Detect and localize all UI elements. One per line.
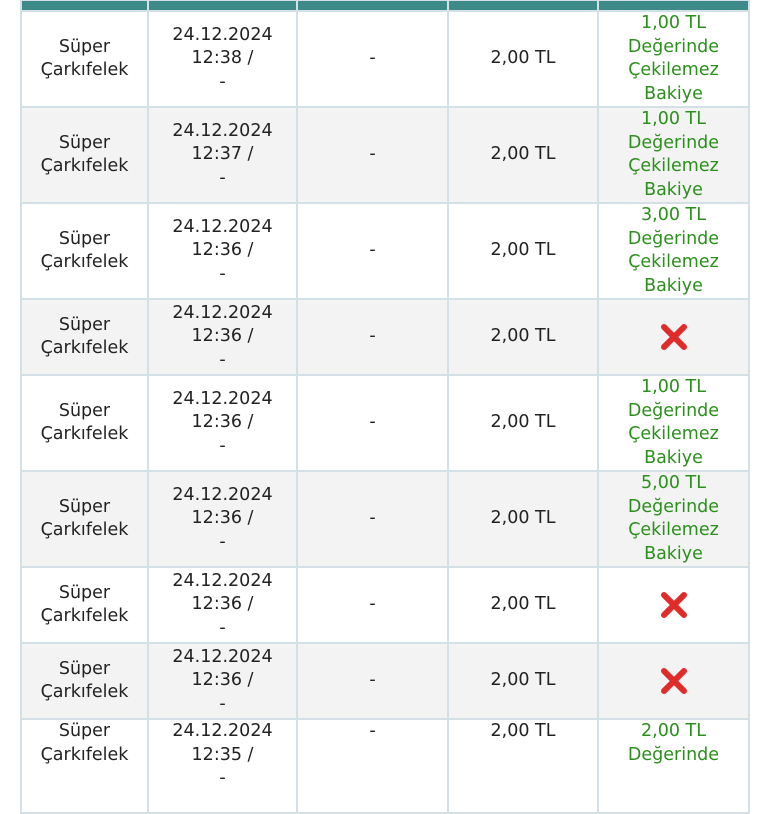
result-cell — [598, 471, 749, 567]
date-cell — [148, 375, 297, 471]
date-cell-end: - — [219, 768, 226, 788]
table-row — [21, 643, 749, 719]
date-cell-time: 12:36 / — [191, 670, 254, 691]
col3-cell: - — [297, 471, 448, 567]
date-cell-end: - — [219, 693, 226, 714]
date-cell-end: - — [219, 617, 226, 638]
date-cell-time: 12:37 / — [191, 144, 254, 165]
table-body — [21, 11, 749, 813]
result-cell — [598, 203, 749, 299]
result-cell — [598, 107, 749, 203]
date-cell-time: 12:38 / — [191, 48, 254, 69]
date-cell-end: - — [219, 71, 226, 92]
amount-cell: 2,00 TL — [448, 643, 598, 719]
date-cell-end: - — [219, 349, 226, 370]
result-cell — [598, 567, 749, 643]
date-cell-end: - — [219, 167, 226, 188]
game-name-cell: Süper Çarkıfelek — [21, 299, 148, 375]
game-name-cell: Süper Çarkıfelek — [21, 567, 148, 643]
col3-cell: - — [297, 11, 448, 107]
game-name-cell: Süper Çarkıfelek — [21, 471, 148, 567]
header-cell-col3 — [297, 0, 448, 11]
reward-text: 5,00 TL Değerinde Çekilemez Bakiye — [627, 473, 720, 564]
date-cell — [148, 11, 297, 107]
amount-cell: 2,00 TL — [448, 567, 598, 643]
date-cell-time: 12:36 / — [191, 412, 254, 433]
reward-text: 1,00 TL Değerinde Çekilemez Bakiye — [627, 109, 720, 200]
result-cell — [598, 643, 749, 719]
date-cell — [148, 299, 297, 375]
date-cell-end: - — [219, 435, 226, 456]
table-row — [21, 719, 749, 813]
table-row — [21, 567, 749, 643]
col3-cell: - — [297, 567, 448, 643]
date-cell — [148, 719, 297, 813]
amount-cell: 2,00 TL — [448, 299, 598, 375]
game-name-cell: Süper Çarkıfelek — [21, 643, 148, 719]
date-cell-date: 24.12.2024 — [172, 216, 273, 237]
header-cell-game — [21, 0, 148, 11]
game-name-cell: Süper Çarkıfelek — [21, 11, 148, 107]
reward-text: 3,00 TL Değerinde Çekilemez Bakiye — [627, 205, 720, 296]
header-cell-amount — [448, 0, 598, 11]
date-cell-date: 24.12.2024 — [172, 570, 273, 591]
game-name-cell: Süper Çarkıfelek — [21, 375, 148, 471]
date-cell — [148, 107, 297, 203]
date-cell-end: - — [219, 531, 226, 552]
date-cell-date: 24.12.2024 — [172, 120, 273, 141]
col3-cell: - — [297, 719, 448, 813]
date-cell-time: 12:36 / — [191, 240, 254, 261]
game-name-cell: Süper Çarkıfelek — [21, 719, 148, 813]
amount-cell: 2,00 TL — [448, 203, 598, 299]
red-x-icon — [659, 666, 689, 696]
date-cell-end: - — [219, 263, 226, 284]
date-cell-time: 12:36 / — [191, 594, 254, 615]
result-cell — [598, 299, 749, 375]
col3-cell: - — [297, 299, 448, 375]
date-cell — [148, 643, 297, 719]
date-cell-time: 12:36 / — [191, 326, 254, 347]
table-row — [21, 107, 749, 203]
red-x-icon — [659, 322, 689, 352]
col3-cell: - — [297, 203, 448, 299]
table-header-row — [21, 0, 749, 11]
date-cell-date: 24.12.2024 — [172, 388, 273, 409]
date-cell — [148, 203, 297, 299]
amount-cell: 2,00 TL — [448, 719, 598, 813]
date-cell-time: 12:36 / — [191, 508, 254, 529]
date-cell — [148, 567, 297, 643]
game-history-table — [20, 0, 750, 814]
result-cell — [598, 375, 749, 471]
reward-text: 1,00 TL Değerinde Çekilemez Bakiye — [627, 13, 720, 104]
date-cell-date: 24.12.2024 — [172, 646, 273, 667]
table-row — [21, 11, 749, 107]
date-cell-date: 24.12.2024 — [172, 24, 273, 45]
table-row — [21, 375, 749, 471]
game-name-cell: Süper Çarkıfelek — [21, 203, 148, 299]
date-cell-time: 12:35 / — [191, 744, 254, 765]
reward-text: 1,00 TL Değerinde Çekilemez Bakiye — [627, 377, 720, 468]
reward-text: 2,00 TL Değerinde — [627, 721, 720, 765]
game-name-cell: Süper Çarkıfelek — [21, 107, 148, 203]
amount-cell: 2,00 TL — [448, 471, 598, 567]
amount-cell: 2,00 TL — [448, 375, 598, 471]
table-row — [21, 471, 749, 567]
date-cell-date: 24.12.2024 — [172, 721, 273, 741]
col3-cell: - — [297, 107, 448, 203]
amount-cell: 2,00 TL — [448, 107, 598, 203]
red-x-icon — [659, 590, 689, 620]
date-cell-date: 24.12.2024 — [172, 484, 273, 505]
amount-cell: 2,00 TL — [448, 11, 598, 107]
table-row — [21, 299, 749, 375]
header-cell-date — [148, 0, 297, 11]
col3-cell: - — [297, 643, 448, 719]
result-cell — [598, 11, 749, 107]
header-cell-result — [598, 0, 749, 11]
date-cell — [148, 471, 297, 567]
table-row — [21, 203, 749, 299]
result-cell — [598, 719, 749, 813]
col3-cell: - — [297, 375, 448, 471]
date-cell-date: 24.12.2024 — [172, 302, 273, 323]
